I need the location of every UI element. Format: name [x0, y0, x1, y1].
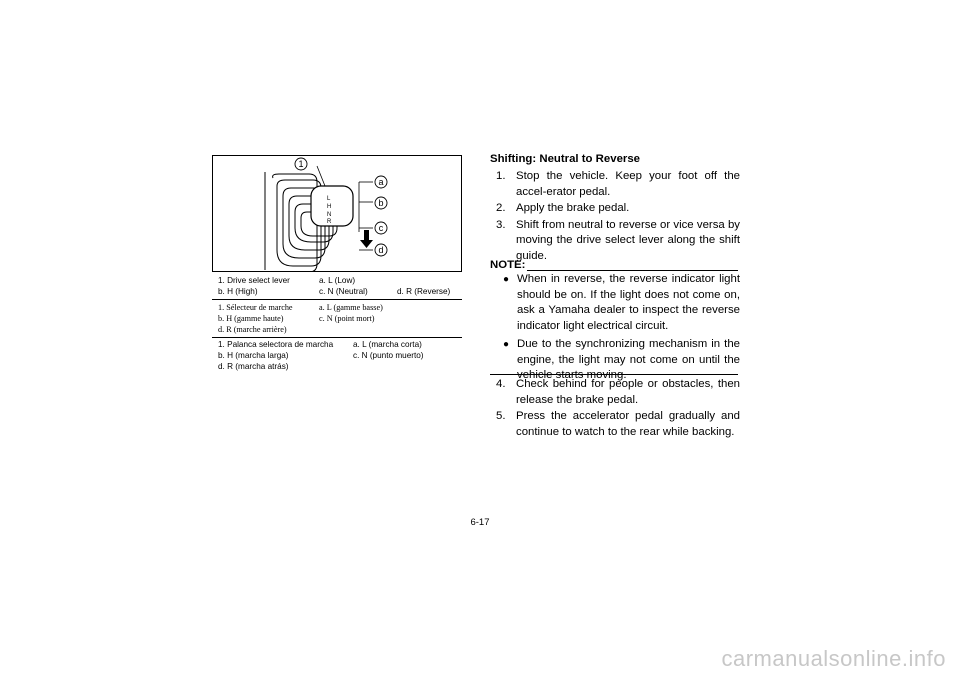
list-item: [503, 272, 740, 334]
legend-en-item-a: a. L (Low): [319, 276, 356, 285]
step-text: Shift from neutral to reverse or vice versa by moving the drive select lever along the shift guide.: [516, 218, 740, 262]
list-item: [496, 201, 740, 217]
step-number: 4.: [496, 378, 506, 390]
note-text: When in reverse, the reverse indicator light should be on. If the light does not come on, ask a Yamaha dealer to inspect the reverse indicator light electrical circuit.: [517, 273, 740, 332]
list-item: [496, 218, 740, 265]
note-top-rule: [527, 270, 738, 271]
bullet-icon: ●: [503, 339, 510, 350]
legend-fr-item-1: 1. Sélecteur de marche: [218, 303, 293, 312]
callout-label-c: c: [378, 223, 384, 233]
notes-list: [503, 272, 740, 387]
step-text: Apply the brake pedal.: [516, 202, 630, 214]
steps-list-second: [496, 377, 740, 441]
list-item: [496, 409, 740, 440]
svg-text:L: L: [327, 196, 331, 202]
svg-text:R: R: [327, 219, 332, 225]
page-number: 6-17: [470, 517, 490, 528]
note-label: NOTE:: [490, 259, 526, 271]
step-text: Check behind for people or obstacles, then release the brake pedal.: [516, 378, 740, 406]
legend-fr-item-a: a. L (gamme basse): [319, 303, 383, 312]
bullet-icon: ●: [503, 274, 510, 285]
lever-drawing: [213, 156, 462, 272]
legend-es-item-1: 1. Palanca selectora de marcha: [218, 340, 334, 349]
legend-fr-item-c: c. N (point mort): [319, 314, 375, 323]
step-number: 1.: [496, 170, 506, 182]
legend-en-item-d: d. R (Reverse): [397, 287, 451, 296]
svg-text:H: H: [327, 204, 332, 210]
callout-label-b: b: [378, 198, 384, 208]
drive-select-lever-illustration: [212, 155, 462, 272]
step-number: 5.: [496, 410, 506, 422]
legend-es-item-c: c. N (punto muerto): [353, 351, 424, 360]
section-title: Shifting: Neutral to Reverse: [490, 153, 641, 165]
steps-list-first: [496, 169, 740, 265]
list-item: [496, 377, 740, 408]
watermark: carmanualsonline.info: [721, 646, 946, 671]
legend-es-item-b: b. H (marcha larga): [218, 351, 289, 360]
legend-es-item-d: d. R (marcha atrás): [218, 362, 289, 371]
callout-label-1: 1: [298, 159, 304, 169]
note-bottom-rule: [490, 374, 738, 375]
legend-divider: [212, 299, 462, 300]
legend-en-item-1: 1. Drive select lever: [218, 276, 290, 285]
step-text: Press the accelerator pedal gradually and continue to watch to the rear while backing.: [516, 410, 740, 438]
note-text: Due to the synchronizing mechanism in the engine, the light may not come on until the vehicle starts moving.: [517, 338, 740, 381]
callout-label-d: d: [378, 245, 384, 255]
list-item: [496, 169, 740, 200]
legend-en-item-c: c. N (Neutral): [319, 287, 368, 296]
svg-text:N: N: [327, 212, 332, 218]
callout-label-a: a: [378, 177, 384, 187]
legend-divider: [212, 337, 462, 338]
legend-es-item-a: a. L (marcha corta): [353, 340, 422, 349]
step-number: 3.: [496, 218, 506, 231]
legend-fr-item-d: d. R (marche arrière): [218, 325, 287, 334]
step-text: Stop the vehicle. Keep your foot off the accel-erator pedal.: [516, 170, 740, 198]
legend-en-item-b: b. H (High): [218, 287, 258, 296]
step-number: 2.: [496, 202, 506, 214]
legend-fr-item-b: b. H (gamme haute): [218, 314, 284, 323]
